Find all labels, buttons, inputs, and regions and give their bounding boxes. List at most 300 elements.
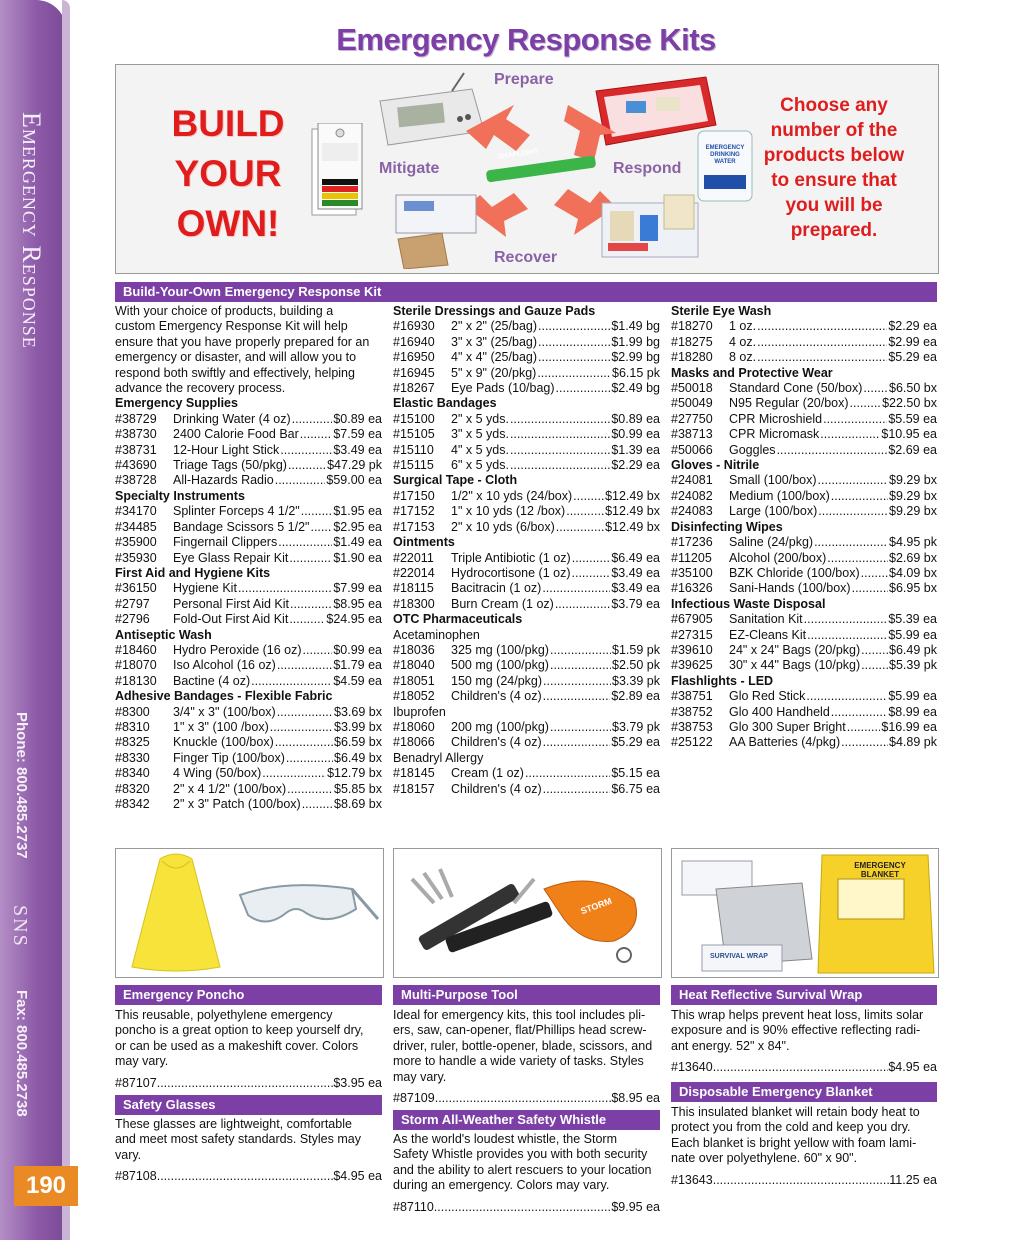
item-sku: #38729 (115, 411, 157, 426)
leader-dots (300, 427, 333, 442)
leader-dots (806, 689, 887, 704)
catalog-item (115, 735, 382, 750)
item-price: $6.50 bx (889, 381, 937, 396)
catalog-item (115, 720, 382, 735)
leader-dots (543, 674, 611, 689)
poncho-header: Emergency Poncho (115, 985, 382, 1005)
item-sku: #18051 (393, 673, 435, 688)
item-sku: #2797 (115, 596, 150, 611)
item-sku: #15110 (393, 442, 434, 457)
triage-tags-image (308, 123, 368, 219)
category-title: Surgical Tape - Cloth (393, 473, 518, 488)
item-sku: #38728 (115, 473, 157, 488)
item-sku: #35900 (115, 535, 157, 550)
item-sku: #17150 (393, 488, 435, 503)
item-sku: #24082 (671, 488, 713, 503)
wrap-header: Heat Reflective Survival Wrap (671, 985, 937, 1005)
page-title: Emergency Response Kits (336, 22, 716, 57)
item-name: 4" x 5 yds. (451, 442, 509, 457)
choose-line: Choose any (780, 95, 888, 116)
item-name: 2" x 3" Patch (100/box) (173, 797, 301, 811)
catalog-item (671, 381, 937, 396)
leader-dots (543, 782, 611, 797)
item-price: $1.49 bg (611, 319, 660, 334)
leader-dots (543, 689, 611, 704)
catalog-item (671, 658, 937, 673)
desc-line: during an emergency. Colors may vary. (393, 1178, 610, 1193)
desc-line: Ideal for emergency kits, this tool includes pli- (393, 1008, 646, 1022)
item-sku: #34485 (115, 519, 157, 534)
price: 11.25 ea (889, 1172, 937, 1187)
leader-dots (510, 443, 610, 458)
desc-line: ers, saw, can-opener, flat/Phillips head screw- (393, 1023, 647, 1038)
item-name: 4 oz. (729, 334, 757, 349)
whistle-price-line (393, 1200, 660, 1215)
item-price: $6.15 pk (612, 365, 660, 380)
item-sku: #39610 (671, 642, 713, 657)
item-price: $9.29 bx (889, 504, 937, 519)
item-price: $4.95 pk (889, 535, 937, 550)
desc-line: This reusable, polyethylene emergency (115, 1008, 333, 1022)
item-name: CPR Microshield (729, 411, 823, 426)
item-price: $2.89 ea (611, 689, 660, 704)
item-sku: #18300 (393, 596, 435, 611)
catalog-item (393, 766, 660, 781)
leader-dots (510, 412, 610, 427)
item-price: $3.79 ea (611, 596, 660, 611)
item-price: $2.69 ea (888, 442, 937, 457)
leader-dots (850, 396, 882, 411)
intro-line: emergency or disaster, and will allow you to (115, 350, 357, 365)
item-sku: #34170 (115, 504, 157, 519)
item-name: BZK Chloride (100/box) (729, 565, 860, 580)
item-sku: #18145 (393, 766, 435, 781)
catalog-item (671, 566, 937, 581)
catalog-item (671, 335, 937, 350)
leader-dots (550, 658, 611, 673)
catalog-item (671, 535, 937, 550)
leader-dots (831, 489, 888, 504)
catalog-item (115, 504, 382, 519)
item-name: Sanitation Kit (729, 612, 803, 627)
item-name: Glo 300 Super Bright (729, 719, 846, 734)
item-price: $1.79 ea (333, 658, 382, 673)
leader-dots (556, 520, 604, 535)
glasses-description (115, 1117, 382, 1185)
item-sku: #18460 (115, 642, 157, 657)
choose-line: products below (763, 145, 905, 166)
item-price: $5.29 ea (888, 350, 937, 365)
catalog-item (671, 412, 937, 427)
item-price: $2.49 bg (611, 381, 660, 396)
item-name: Triage Tags (50/pkg) (173, 458, 287, 473)
catalog-item (393, 520, 660, 535)
catalog-item (393, 504, 660, 519)
item-sku: #18060 (393, 719, 435, 734)
catalog-item (393, 674, 660, 689)
item-name: Large (100/box) (729, 504, 818, 519)
item-sku: #18070 (115, 658, 157, 673)
desc-line: may vary. (115, 1054, 169, 1069)
item-price: $3.99 bx (334, 719, 382, 734)
catalog-item (393, 319, 660, 334)
photo-tool-whistle (393, 848, 662, 978)
desc-line: and meet most safety standards. Styles may (115, 1132, 361, 1147)
catalog-item (671, 689, 937, 704)
leader-dots (289, 612, 325, 627)
poncho-description (115, 1008, 382, 1091)
item-sku: #17236 (671, 535, 713, 550)
sidebar-brand: SNS (9, 905, 31, 948)
catalog-item (671, 705, 937, 720)
leader-dots (537, 366, 611, 381)
item-sku: #18115 (393, 581, 434, 596)
item-name: 3/4" x 3" (100/box) (173, 704, 276, 719)
item-name: 5" x 9" (20/pkg) (451, 365, 537, 380)
item-price: $12.49 bx (605, 488, 660, 503)
wrap-price-line (671, 1060, 937, 1075)
leader-dots (823, 412, 887, 427)
choose-line: you will be (785, 195, 883, 216)
item-sku: #16940 (393, 334, 435, 349)
kit-contents-image (596, 185, 706, 261)
item-price: $7.99 ea (333, 581, 382, 596)
leader-dots (510, 458, 610, 473)
item-name: Triple Antibiotic (1 oz) (451, 550, 571, 565)
item-name: Bacitracin (1 oz) (451, 581, 542, 596)
item-price: $10.95 ea (881, 427, 937, 442)
catalog-column-3 (671, 304, 937, 751)
leader-dots (556, 381, 611, 396)
item-price: $59.00 ea (326, 473, 382, 488)
category-title: Specialty Instruments (115, 488, 245, 503)
catalog-item (671, 473, 937, 488)
catalog-item (671, 628, 937, 643)
item-price: $47.29 pk (327, 458, 382, 473)
item-price: $6.49 ea (611, 550, 660, 565)
catalog-item (671, 581, 937, 596)
whistle-logo-text: STORM (579, 895, 614, 917)
catalog-item (115, 797, 382, 812)
leader-dots (262, 766, 326, 781)
item-sku: #17152 (393, 504, 435, 519)
item-name: 6" x 5 yds. (451, 458, 509, 473)
desc-line: As the world's loudest whistle, the Storm (393, 1132, 618, 1146)
leader-dots (572, 566, 611, 581)
item-sku: #18036 (393, 642, 435, 657)
leader-dots (757, 319, 887, 334)
price: $8.95 ea (611, 1091, 660, 1106)
blanket-package-label: EMERGENCY BLANKET (854, 861, 906, 879)
catalog-item (671, 427, 937, 442)
leader-dots (286, 751, 333, 766)
sidebar-phone: Phone: 800.485.2737 (13, 712, 30, 859)
item-sku: #43690 (115, 458, 157, 473)
item-name: Burn Cream (1 oz) (451, 596, 554, 611)
light-stick-label: SNAPLIGHT (497, 148, 539, 161)
leader-dots (573, 489, 604, 504)
item-price: $0.89 ea (333, 411, 382, 426)
leader-dots (302, 797, 333, 812)
sku: #13643 (671, 1172, 713, 1187)
category-title: Infectious Waste Disposal (671, 596, 826, 611)
item-sku: #16326 (671, 581, 713, 596)
catalog-item (393, 658, 660, 673)
item-price: $2.29 ea (611, 458, 660, 473)
leader-dots (251, 674, 332, 689)
item-price: $0.99 ea (333, 642, 382, 657)
item-sku: #50049 (671, 396, 713, 411)
desc-line: or can be used as a makeshift cover. Colors (115, 1038, 359, 1053)
catalog-item (393, 350, 660, 365)
choose-line: prepared. (790, 220, 878, 241)
item-sku: #15115 (393, 458, 434, 473)
item-price: $5.29 ea (611, 735, 660, 750)
item-price: $5.85 bx (334, 781, 382, 796)
item-price: $4.59 ea (333, 673, 382, 688)
item-sku: #27315 (671, 627, 713, 642)
poncho-glasses-image (116, 849, 383, 977)
poncho-price-line (115, 1076, 382, 1091)
cycle-label-respond: Respond (613, 160, 682, 177)
item-sku: #16950 (393, 350, 435, 365)
catalog-item (671, 551, 937, 566)
catalog-item (393, 458, 660, 473)
item-sku: #24083 (671, 504, 713, 519)
item-name: 1 oz. (729, 319, 757, 334)
intro-text (115, 304, 382, 396)
item-price: $1.49 ea (333, 535, 382, 550)
leader-dots (538, 335, 610, 350)
item-name: Goggles (729, 442, 776, 457)
item-price: $2.99 ea (888, 334, 937, 349)
item-sku: #25122 (671, 735, 713, 750)
item-price: $6.49 bx (334, 750, 382, 765)
item-price: $7.59 ea (333, 427, 382, 442)
cycle-label-prepare: Prepare (494, 71, 554, 88)
item-name: 24" x 24" Bags (20/pkg) (729, 642, 861, 657)
sku: #87108 (115, 1169, 157, 1184)
item-name: 2" x 10 yds (6/box) (451, 519, 555, 534)
desc-line: These glasses are lightweight, comfortable (115, 1117, 352, 1131)
item-name: Children's (4 oz) (451, 735, 542, 750)
page-number: 190 (14, 1166, 78, 1206)
item-name: Glo 400 Handheld (729, 704, 830, 719)
item-price: $3.49 ea (333, 442, 382, 457)
catalog-item (393, 566, 660, 581)
intro-line: With your choice of products, building a (115, 304, 334, 318)
tool-description (393, 1008, 660, 1106)
item-name: 4 Wing (50/box) (173, 766, 262, 781)
item-price: $8.99 ea (888, 704, 937, 719)
subcategory-label: Ibuprofen (393, 704, 446, 719)
item-price: $6.75 ea (611, 781, 660, 796)
item-name: Bactine (4 oz) (173, 673, 251, 688)
item-price: $5.15 ea (611, 766, 660, 781)
item-name: 4" x 4" (25/bag) (451, 350, 538, 365)
item-sku: #17153 (393, 519, 435, 534)
tool-whistle-image (394, 849, 661, 977)
item-sku: #8330 (115, 750, 150, 765)
subcategory-label: Acetaminophen (393, 627, 480, 642)
item-sku: #38731 (115, 442, 157, 457)
price: $9.95 ea (611, 1199, 660, 1214)
leader-dots (275, 735, 333, 750)
leader-dots (572, 551, 611, 566)
build-line: BUILD (171, 103, 285, 144)
build-line: YOUR (174, 153, 282, 194)
item-price: $6.49 pk (889, 642, 937, 657)
leader-dots (757, 350, 887, 365)
sku: #87110 (393, 1199, 434, 1214)
item-price: $1.95 ea (333, 504, 382, 519)
leader-dots (543, 735, 611, 750)
item-name: 3" x 5 yds. (451, 427, 509, 442)
leader-dots (280, 443, 332, 458)
catalog-item (393, 782, 660, 797)
category-title: Disinfecting Wipes (671, 519, 783, 534)
catalog-item (115, 782, 382, 797)
desc-line: and the ability to alert rescuers to your location (393, 1162, 652, 1177)
wrap-description (671, 1008, 937, 1076)
item-price: $3.39 pk (612, 673, 660, 688)
item-name: Eye Pads (10/bag) (451, 381, 555, 396)
item-name: 200 mg (100/pkg) (451, 719, 549, 734)
item-sku: #18267 (393, 381, 435, 396)
subcategory-label: Benadryl Allergy (393, 750, 484, 765)
catalog-item (393, 427, 660, 442)
item-name: Hygiene Kit (173, 581, 237, 596)
choose-any-text (744, 93, 924, 243)
intro-line: respond both swiftly and effectively, helping (115, 365, 355, 380)
catalog-item (115, 705, 382, 720)
desc-line: poncho is a great option to keep yourself dry, (115, 1023, 364, 1038)
catalog-item (671, 350, 937, 365)
desc-line: driver, ruler, bottle-opener, blade, scissors, and (393, 1038, 653, 1053)
leader-dots (303, 643, 333, 658)
catalog-item (671, 643, 937, 658)
leader-dots (852, 581, 888, 596)
item-sku: #18052 (393, 689, 435, 704)
leader-dots (831, 705, 888, 720)
category-title: OTC Pharmaceuticals (393, 612, 523, 627)
leader-dots (847, 720, 881, 735)
desc-line: may vary. (393, 1069, 447, 1084)
item-price: $4.89 pk (889, 735, 937, 750)
item-price: $16.99 ea (881, 719, 937, 734)
catalog-item (671, 396, 937, 411)
item-name: Eye Glass Repair Kit (173, 550, 289, 565)
item-sku: #16930 (393, 319, 435, 334)
item-name: Children's (4 oz) (451, 781, 542, 796)
desc-line: ant energy. 52" x 84". (671, 1038, 790, 1053)
category-title: Sterile Eye Wash (671, 304, 772, 318)
catalog-item (671, 720, 937, 735)
item-sku: #38753 (671, 719, 713, 734)
item-sku: #35930 (115, 550, 157, 565)
item-sku: #36150 (115, 581, 157, 596)
whistle-description (393, 1132, 660, 1215)
catalog-item (671, 319, 937, 334)
item-sku: #8300 (115, 704, 150, 719)
item-sku: #18157 (393, 781, 435, 796)
price: $3.95 ea (333, 1075, 382, 1090)
item-name: Bandage Scissors 5 1/2" (173, 519, 310, 534)
leader-dots (270, 720, 333, 735)
catalog-item (671, 504, 937, 519)
item-sku: #18270 (671, 319, 713, 334)
item-price: $3.79 pk (612, 719, 660, 734)
item-name: N95 Regular (20/box) (729, 396, 849, 411)
category-title: Ointments (393, 535, 455, 550)
leader-dots (538, 350, 610, 365)
photo-poncho-glasses (115, 848, 384, 978)
item-sku: #2796 (115, 612, 150, 627)
leader-dots (525, 766, 610, 781)
leader-dots (757, 335, 887, 350)
leader-dots (288, 458, 326, 473)
intro-line: advance the recovery process. (115, 381, 286, 396)
category-title: Emergency Supplies (115, 396, 238, 411)
catalog-item (115, 766, 382, 781)
item-price: $1.59 pk (612, 642, 660, 657)
leader-dots (807, 628, 887, 643)
hero-banner (115, 64, 939, 274)
item-sku: #15100 (393, 411, 435, 426)
item-sku: #35100 (671, 565, 713, 580)
item-sku: #67905 (671, 612, 713, 627)
item-sku: #22011 (393, 550, 434, 565)
item-sku: #8310 (115, 719, 150, 734)
intro-line: ensure that you have properly prepared for an (115, 334, 370, 349)
desc-line: This wrap helps prevent heat loss, limits solar (671, 1008, 924, 1022)
build-kit-header: Build-Your-Own Emergency Response Kit (115, 282, 937, 302)
desc-line: Safety Whistle provides you with both security (393, 1147, 648, 1162)
item-price: $3.49 ea (611, 581, 660, 596)
item-name: 325 mg (100/pkg) (451, 642, 549, 657)
item-sku: #22014 (393, 565, 435, 580)
catalog-item (393, 597, 660, 612)
catalog-item (115, 458, 382, 473)
tool-price-line (393, 1091, 660, 1106)
item-sku: #8320 (115, 781, 150, 796)
item-sku: #8325 (115, 735, 150, 750)
category-title: Elastic Bandages (393, 396, 497, 411)
blanket-description (671, 1105, 937, 1188)
leader-dots (310, 520, 332, 535)
item-sku: #38713 (671, 427, 713, 442)
glasses-header: Safety Glasses (115, 1095, 382, 1115)
intro-line: custom Emergency Response Kit will help (115, 319, 348, 334)
category-title: First Aid and Hygiene Kits (115, 565, 271, 580)
item-name: Fingernail Clippers (173, 535, 278, 550)
item-price: $5.99 ea (888, 627, 937, 642)
leader-dots (550, 720, 611, 735)
catalog-item (115, 427, 382, 442)
gauze-pads-image (390, 189, 490, 269)
leader-dots (238, 581, 332, 596)
catalog-item (393, 335, 660, 350)
item-sku: #39625 (671, 658, 713, 673)
sku: #87109 (393, 1091, 435, 1106)
item-name: Glo Red Stick (729, 689, 806, 704)
item-sku: #38730 (115, 427, 157, 442)
water-pouch-label: EMERGENCY DRINKING WATER (705, 145, 745, 165)
catalog-item (393, 720, 660, 735)
catalog-item (671, 443, 937, 458)
item-price: $5.59 ea (888, 411, 937, 426)
item-sku: #38751 (671, 689, 713, 704)
